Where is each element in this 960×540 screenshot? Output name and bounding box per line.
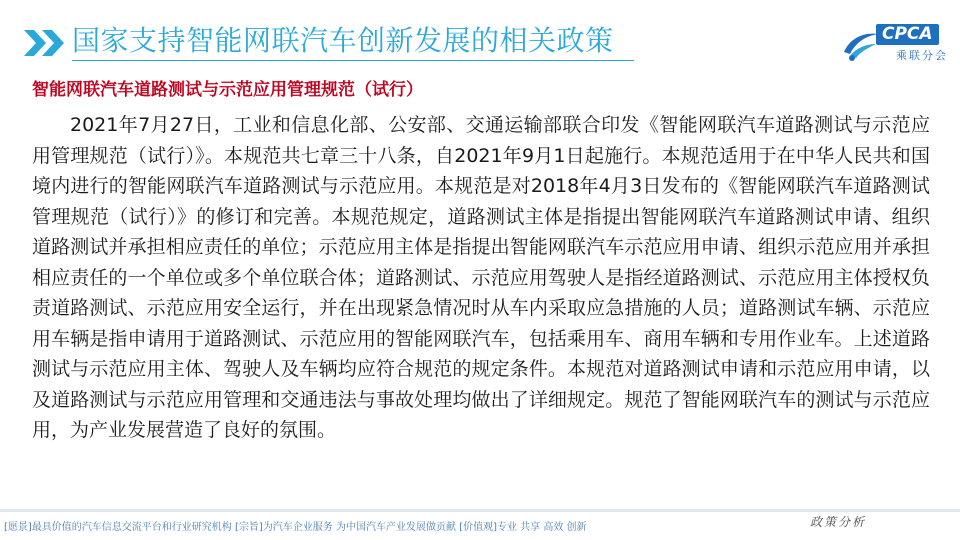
title-underline bbox=[72, 60, 634, 61]
footer-section-label: 政策分析 bbox=[810, 515, 867, 529]
footer-divider bbox=[0, 509, 960, 512]
slide-header bbox=[0, 0, 960, 72]
footer-vision-key: [愿景] bbox=[4, 522, 32, 533]
logo-subtitle: 乘联分会 bbox=[896, 49, 948, 62]
footer-vision: 最具价值的汽车信息交流平台和行业研究机构 bbox=[31, 522, 232, 533]
footer-mission-line bbox=[4, 521, 587, 535]
footer-mission-key: [宗旨] bbox=[235, 522, 263, 533]
car-swoosh-logo-icon bbox=[840, 24, 880, 64]
footer-values: 专业 共享 高效 创新 bbox=[497, 522, 587, 533]
page-title: 国家支持智能网联汽车创新发展的相关政策 bbox=[72, 24, 614, 57]
section-subtitle: 智能网联汽车道路测试与示范应用管理规范（试行） bbox=[32, 80, 423, 100]
footer-mission: 为汽车企业服务 为中国汽车产业发展做贡献 bbox=[262, 522, 456, 533]
cpca-logo bbox=[840, 24, 950, 68]
logo-brand-text: CPCA bbox=[876, 24, 939, 45]
policy-paragraph: 2021年7月27日，工业和信息化部、公安部、交通运输部联合印发《智能网联汽车道路测试与示范应用管理规范（试行）》。本规范共七章三十八条，自2021年9月1日起施行。本规范适用于在中华人民共和国境内进行的智能网联汽车道路测试与示范应用。本规范是对2018年4月3日发布的《智能网联汽车道路测试管理规范（试行）》的修订和完善。本规范规定，道路测试主体是指提出智能网联汽车道路测试申请、组织道路测试并承担相应责任的单位；示范应用主体是指提出智能网联汽车示范应用申请、组织示范应用并承担相应责任的一个单位或多个单位联合体；道路测试、示范应用驾驶人是指经道路测试、示范应用主体授权负责道路测试、示范应用安全运行，并在出现紧急情况时从车内采取应急措施的人员；道路测试车辆、示范应用车辆是指申请用于道路测试、示范应用的智能网联汽车，包括乘用车、商用车辆和专用作业车。上述道路测试与示范应用主体、驾驶人及车辆均应符合规范的规定条件。本规范对道路测试申请和示范应用申请，以及道路测试与示范应用管理和交通违法与事故处理均做出了详细规定。规范了智能网联汽车的测试与示范应用，为产业发展营造了良好的氛围。 bbox=[32, 114, 930, 441]
double-chevron-right-icon bbox=[22, 28, 68, 58]
footer-values-key: [价值观] bbox=[459, 522, 497, 533]
